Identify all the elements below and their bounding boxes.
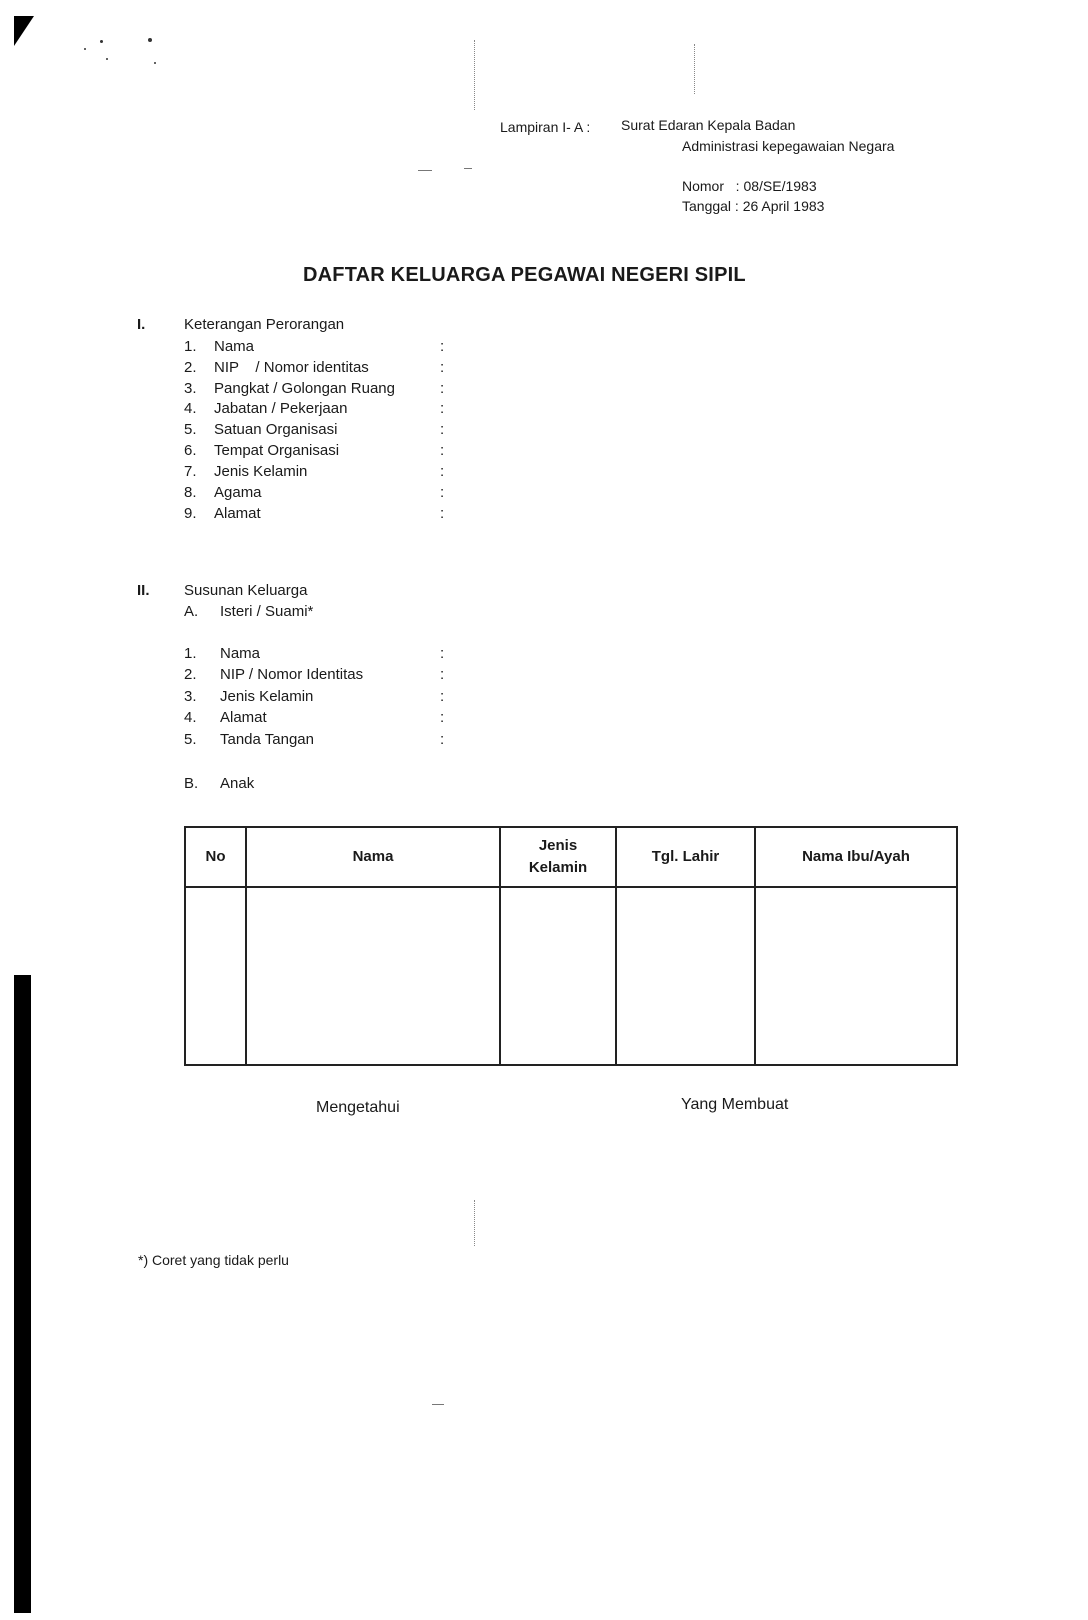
scan-dotted-line <box>474 40 475 110</box>
footnote: *) Coret yang tidak perlu <box>138 1252 289 1268</box>
scan-corner-mark <box>14 16 34 46</box>
section-1-heading: Keterangan Perorangan <box>184 316 345 333</box>
table-cell <box>755 887 957 1065</box>
field-number: 9. <box>184 505 197 522</box>
scan-dash <box>432 1404 444 1405</box>
column-header-jenis-line1: Jenis <box>538 837 578 854</box>
page-title: DAFTAR KELUARGA PEGAWAI NEGERI SIPIL <box>303 264 746 286</box>
field-number: 3. <box>184 380 197 397</box>
field-colon: : <box>440 400 445 417</box>
subsection-a-letter: A. <box>184 603 199 620</box>
field-colon: : <box>440 688 445 705</box>
field-colon: : <box>440 666 445 683</box>
field-label-nip: NIP / Nomor identitas <box>214 359 369 376</box>
field-number: 2. <box>184 666 197 683</box>
field-colon: : <box>440 709 445 726</box>
scan-dotted-line <box>694 44 695 94</box>
field-label-jenis-kelamin: Jenis Kelamin <box>214 463 308 480</box>
subsection-a-label: Isteri / Suami* <box>220 603 314 620</box>
lampiran-label: Lampiran I- A : <box>500 119 591 135</box>
column-header-tgl-lahir: Tgl. Lahir <box>616 827 755 887</box>
field-number: 6. <box>184 442 197 459</box>
scan-speck <box>148 38 152 42</box>
field-label-satuan: Satuan Organisasi <box>214 421 338 438</box>
column-header-no: No <box>185 827 246 887</box>
field-number: 5. <box>184 731 197 748</box>
field-colon: : <box>440 731 445 748</box>
field-label-nama: Nama <box>214 338 255 355</box>
field-colon: : <box>440 359 445 376</box>
table-cell <box>500 887 616 1065</box>
table-cell <box>246 887 500 1065</box>
scan-speck <box>84 48 86 50</box>
subsection-b-label: Anak <box>220 775 255 792</box>
signature-left-label: Mengetahui <box>316 1099 400 1116</box>
table-header-row <box>185 827 957 887</box>
section-2-heading: Susunan Keluarga <box>184 582 308 599</box>
field-colon: : <box>440 380 445 397</box>
section-2-number: II. <box>137 582 150 599</box>
scan-dotted-line <box>474 1200 475 1246</box>
table-row <box>185 887 957 1065</box>
table-cell <box>616 887 755 1065</box>
field-label-spouse-nip: NIP / Nomor Identitas <box>220 666 364 683</box>
field-colon: : <box>440 645 445 662</box>
field-colon: : <box>440 484 445 501</box>
scan-speck <box>100 40 103 43</box>
section-1-number: I. <box>137 316 146 333</box>
scan-speck <box>154 62 156 64</box>
field-number: 1. <box>184 645 197 662</box>
scan-edge-bar <box>14 975 31 1613</box>
column-header-nama: Nama <box>246 827 500 887</box>
field-label-agama: Agama <box>214 484 262 501</box>
field-label-spouse-tanda-tangan: Tanda Tangan <box>220 731 314 748</box>
scan-dash <box>418 170 432 171</box>
tanggal-line: Tanggal : 26 April 1983 <box>682 198 825 214</box>
field-colon: : <box>440 505 445 522</box>
field-label-spouse-jenis-kelamin: Jenis Kelamin <box>220 688 314 705</box>
column-header-jenis-line2: Kelamin <box>528 859 588 876</box>
field-label-pangkat: Pangkat / Golongan Ruang <box>214 380 395 397</box>
field-number: 3. <box>184 688 197 705</box>
field-number: 5. <box>184 421 197 438</box>
field-colon: : <box>440 338 445 355</box>
field-number: 7. <box>184 463 197 480</box>
column-header-nama-ibu-ayah: Nama Ibu/Ayah <box>755 827 957 887</box>
children-table <box>184 826 958 1066</box>
lampiran-line-1: Surat Edaran Kepala Badan <box>621 117 796 133</box>
signature-right-label: Yang Membuat <box>681 1096 789 1113</box>
field-number: 8. <box>184 484 197 501</box>
field-label-spouse-nama: Nama <box>220 645 261 662</box>
lampiran-line-2: Administrasi kepegawaian Negara <box>682 138 895 154</box>
nomor-line: Nomor : 08/SE/1983 <box>682 178 817 194</box>
field-number: 1. <box>184 338 197 355</box>
scan-dash <box>464 168 472 169</box>
field-label-jabatan: Jabatan / Pekerjaan <box>214 400 348 417</box>
scan-speck <box>106 58 108 60</box>
field-label-tempat: Tempat Organisasi <box>214 442 340 459</box>
field-number: 4. <box>184 709 197 726</box>
field-colon: : <box>440 463 445 480</box>
field-colon: : <box>440 421 445 438</box>
field-colon: : <box>440 442 445 459</box>
table-cell <box>185 887 246 1065</box>
field-label-alamat: Alamat <box>214 505 261 522</box>
field-number: 4. <box>184 400 197 417</box>
field-number: 2. <box>184 359 197 376</box>
column-header-jenis-kelamin <box>500 827 616 887</box>
subsection-b-letter: B. <box>184 775 199 792</box>
field-label-spouse-alamat: Alamat <box>220 709 267 726</box>
